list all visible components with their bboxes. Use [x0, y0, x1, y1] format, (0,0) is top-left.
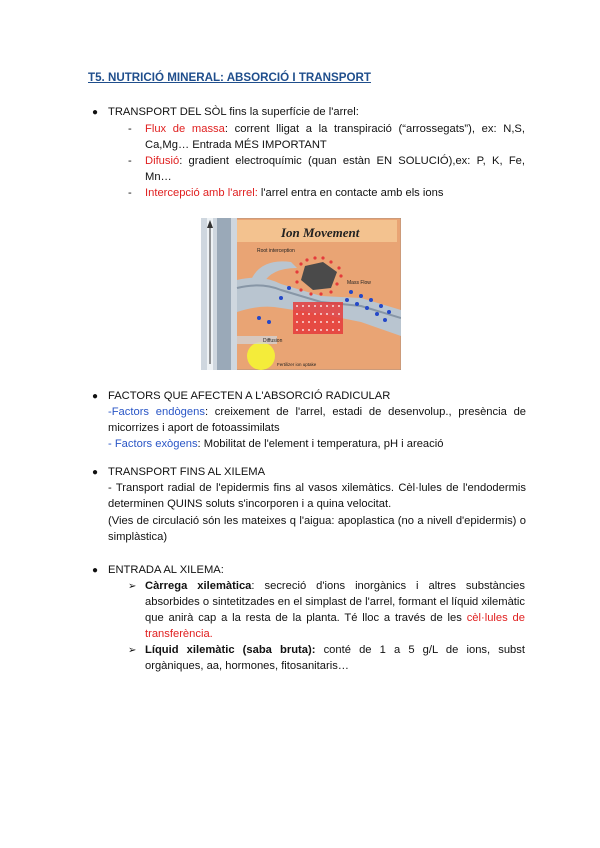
item-text: : Mobilitat de l'element i temperatura, pH i areació	[197, 438, 444, 450]
item-text: : corrent lligat a la transpiració (“arrossegats”), ex: N,S, Ca,Mg… Entrada MÉS IMPORTANT	[145, 123, 525, 151]
term: Flux de massa	[145, 123, 225, 135]
item-text: conté de 1 a 5 g/L de ions, subst orgàniques, aa, hormones, fitosanitaris…	[145, 644, 525, 672]
figure-label-diffusion: Diffusion	[263, 338, 283, 344]
item-flux-massa	[145, 121, 525, 153]
transport-radial-paragraph: - Transport radial de l'epidermis fins al vasos xilemàtics. Cèl·lules de l'endodermis determinen QUINS soluts s'incorporen i a quina velocitat.	[108, 482, 526, 510]
dash: -	[128, 187, 132, 199]
bullet: ●	[92, 391, 99, 402]
term: - Factors exògens	[108, 438, 198, 450]
figure-title: Ion Movement	[281, 225, 360, 240]
term: Càrrega xilemàtica	[145, 580, 252, 592]
item-intercepcio	[145, 185, 525, 201]
ion-movement-figure	[201, 218, 401, 370]
figure-label-bottom: Fertilizer ion uptake	[277, 362, 317, 367]
factors-endogens	[108, 404, 526, 436]
item-text: : gradient electroquímic (quan estàn EN SOLUCIÓ),ex: P, K, Fe, Mn…	[145, 155, 525, 183]
vies-circulacio-paragraph: (Vies de circulació són les mateixes q l'aigua: apoplastica (no a nivell d'epidermis) o simplàstica)	[108, 515, 526, 543]
figure-label-mass: Mass Flow	[347, 280, 371, 286]
bullet: ●	[92, 467, 99, 478]
factors-exogens	[108, 436, 526, 452]
dash: -	[128, 155, 132, 167]
section-heading-entrada-xilema: ENTRADA AL XILEMA:	[108, 564, 224, 576]
term: Difusió	[145, 155, 180, 167]
item-liquid-xilematic	[145, 642, 525, 674]
section-heading-factors: FACTORS QUE AFECTEN A L'ABSORCIÓ RADICULAR	[108, 390, 391, 402]
item-difusio	[145, 153, 525, 185]
item-carrega-xilematica	[145, 578, 525, 642]
arrow-bullet: ➢	[128, 581, 137, 592]
term: Intercepció amb l'arrel:	[145, 187, 258, 199]
item-text: l'arrel entra en contacte amb els ions	[257, 187, 444, 199]
section-heading-transport-xilema: TRANSPORT FINS AL XILEMA	[108, 466, 266, 478]
item-text: : secreció d'ions inorgànics i altres substàncies absorbides o sintetitzades en el simplast de l'arrel, formant el líquid xilemàtic que anirà cap a la resta de la planta. Té lloc a través de les	[145, 580, 525, 624]
term: -Factors endògens	[108, 406, 205, 418]
arrow-bullet: ➢	[128, 645, 137, 656]
item-text: : creixement de l'arrel, estadi de desenvolup., presència de micorrizes i aport de fotoassimilats	[108, 406, 527, 434]
figure-label-root: Root interception	[257, 248, 295, 254]
dash: -	[128, 123, 132, 135]
bullet: ●	[92, 565, 99, 576]
section-heading-transport-sol: TRANSPORT DEL SÒL fins la superfície de l'arrel:	[108, 106, 359, 118]
bullet: ●	[92, 107, 99, 118]
term: Líquid xilemàtic (saba bruta):	[145, 644, 316, 656]
page-title: T5. NUTRICIÓ MINERAL: ABSORCIÓ I TRANSPORT	[88, 71, 371, 84]
highlight-text: cèl·lules de transferència.	[145, 612, 525, 640]
